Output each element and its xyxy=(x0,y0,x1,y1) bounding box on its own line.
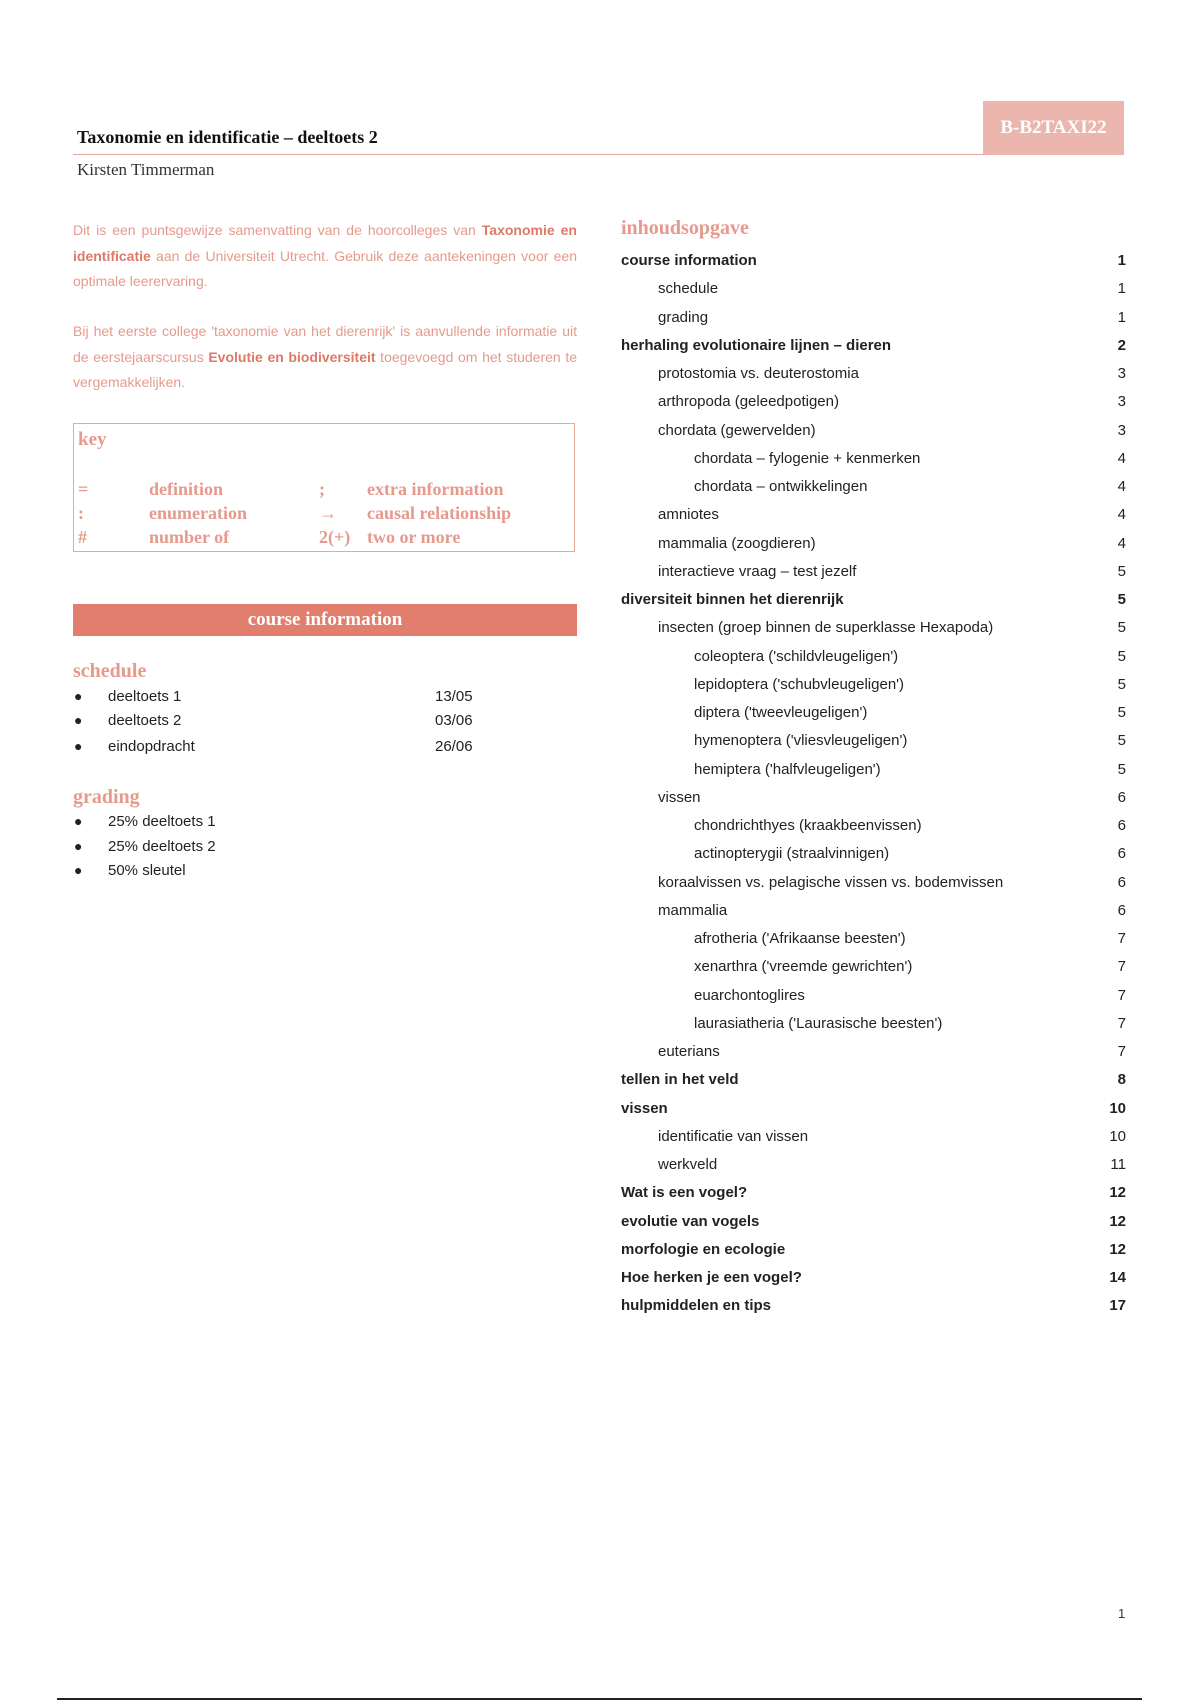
toc-entry-page: 3 xyxy=(1117,365,1126,382)
intro-paragraph-2 xyxy=(73,319,577,396)
toc-entry-label: chondrichthyes (kraakbeenvissen) xyxy=(694,817,922,834)
toc-entry[interactable] xyxy=(621,1097,1126,1125)
schedule-item xyxy=(73,738,533,760)
intro-text: aan de Universiteit Utrecht. Gebruik deze aantekeningen voor een optimale leerervaring. xyxy=(73,247,577,289)
toc-entry-page: 11 xyxy=(1110,1156,1126,1173)
toc-entry-label: mammalia xyxy=(658,901,728,919)
toc-entry-label: hemiptera ('halfvleugeligen') xyxy=(694,760,881,778)
toc-entry[interactable] xyxy=(621,871,1126,899)
schedule-item-label: deeltoets 2 xyxy=(108,712,182,729)
course-information-header: course information xyxy=(73,604,577,636)
intro-text: toegevoegd om het studeren te vergemakkelijken. xyxy=(73,348,577,390)
toc-entry-label: vissen xyxy=(621,1099,668,1117)
toc-entry[interactable] xyxy=(621,390,1126,418)
schedule-item-date: 03/06 xyxy=(435,712,473,729)
document-title: Taxonomie en identificatie – deeltoets 2 xyxy=(77,127,378,147)
toc-entry-page: 12 xyxy=(1109,1184,1126,1202)
toc-entry-page: 7 xyxy=(1117,958,1126,976)
bullet-icon: ● xyxy=(74,688,83,704)
toc-entry-page: 4 xyxy=(1117,449,1126,467)
toc-entry[interactable] xyxy=(621,955,1126,983)
toc-entry[interactable] xyxy=(621,1181,1126,1209)
toc-entry-label: werkveld xyxy=(658,1156,718,1173)
key-label: enumeration xyxy=(149,503,247,523)
intro-text: Dit is een puntsgewijze samenvatting van de hoorcolleges van xyxy=(73,222,482,238)
toc-entry-label: Wat is een vogel? xyxy=(621,1184,748,1202)
grading-item xyxy=(73,838,533,860)
toc-entry-label: herhaling evolutionaire lijnen – dieren xyxy=(621,336,892,354)
toc-entry-page: 7 xyxy=(1117,1043,1126,1060)
toc-entry[interactable] xyxy=(621,447,1126,475)
bullet-icon: ● xyxy=(74,712,83,728)
toc-entry-page: 4 xyxy=(1117,506,1126,524)
toc-entry-label: mammalia (zoogdieren) xyxy=(658,534,816,552)
page-number: 1 xyxy=(1118,1606,1126,1621)
toc-entry[interactable] xyxy=(621,1040,1126,1068)
toc-entry[interactable] xyxy=(621,1294,1126,1322)
schedule-item-label: deeltoets 1 xyxy=(108,688,182,705)
toc-entry[interactable] xyxy=(621,842,1126,870)
toc-entry-page: 4 xyxy=(1117,534,1126,552)
toc-entry-label: koraalvissen vs. pelagische vissen vs. bodemvissen xyxy=(658,873,1004,891)
toc-entry[interactable] xyxy=(621,334,1126,362)
toc-entry[interactable] xyxy=(621,984,1126,1012)
toc-title: inhoudsopgave xyxy=(621,217,749,239)
toc-entry[interactable] xyxy=(621,1153,1126,1181)
toc-entry-page: 7 xyxy=(1117,930,1126,947)
schedule-item-date: 13/05 xyxy=(435,688,473,705)
intro-emphasis: Taxonomie en identificatie xyxy=(73,222,577,264)
toc-entry[interactable] xyxy=(621,729,1126,757)
table-of-contents xyxy=(621,249,1126,1323)
toc-entry[interactable] xyxy=(621,701,1126,729)
toc-entry-page: 14 xyxy=(1109,1269,1126,1286)
toc-entry-label: chordata – ontwikkelingen xyxy=(694,478,868,495)
toc-entry-page: 5 xyxy=(1117,562,1126,580)
grading-item-label: 25% deeltoets 1 xyxy=(108,813,216,830)
bullet-icon: ● xyxy=(74,838,83,854)
toc-entry[interactable] xyxy=(621,1266,1126,1294)
toc-entry-label: amniotes xyxy=(658,506,719,524)
toc-entry-label: arthropoda (geleedpotigen) xyxy=(658,393,839,411)
key-symbol: # xyxy=(78,527,87,547)
key-symbol: ; xyxy=(319,479,325,499)
toc-entry-page: 4 xyxy=(1117,478,1126,495)
toc-entry-page: 7 xyxy=(1117,1014,1126,1032)
toc-entry[interactable] xyxy=(621,814,1126,842)
toc-entry[interactable] xyxy=(621,673,1126,701)
key-label: causal relationship xyxy=(367,503,512,523)
schedule-item xyxy=(73,712,533,734)
toc-entry[interactable] xyxy=(621,645,1126,673)
toc-entry-page: 5 xyxy=(1117,591,1126,608)
toc-entry[interactable] xyxy=(621,1238,1126,1266)
author-name: Kirsten Timmerman xyxy=(77,160,215,179)
toc-entry-page: 12 xyxy=(1109,1240,1126,1258)
toc-entry-page: 3 xyxy=(1117,393,1126,411)
toc-entry-page: 6 xyxy=(1117,901,1126,919)
schedule-item-date: 26/06 xyxy=(435,738,473,755)
toc-entry-label: hulpmiddelen en tips xyxy=(621,1297,772,1315)
title-underline xyxy=(73,154,985,155)
toc-entry[interactable] xyxy=(621,616,1126,644)
toc-entry-page: 17 xyxy=(1109,1297,1126,1315)
toc-entry-label: euarchontoglires xyxy=(694,986,805,1004)
toc-entry-label: chordata (gewervelden) xyxy=(658,421,816,439)
bullet-icon: ● xyxy=(74,813,83,829)
bullet-icon: ● xyxy=(74,738,83,754)
toc-entry-page: 5 xyxy=(1117,619,1126,637)
grading-item xyxy=(73,862,533,884)
grading-item xyxy=(73,813,533,835)
key-row xyxy=(74,479,574,503)
toc-entry-page: 6 xyxy=(1117,788,1126,806)
toc-entry[interactable] xyxy=(621,588,1126,616)
toc-entry-label: afrotheria ('Afrikaanse beesten') xyxy=(694,930,906,947)
toc-entry-page: 7 xyxy=(1117,986,1126,1004)
toc-entry[interactable] xyxy=(621,419,1126,447)
toc-entry-page: 1 xyxy=(1117,252,1126,269)
toc-entry[interactable] xyxy=(621,503,1126,531)
key-label: definition xyxy=(149,479,224,499)
toc-entry[interactable] xyxy=(621,532,1126,560)
toc-entry-label: lepidoptera ('schubvleugeligen') xyxy=(694,675,905,693)
toc-entry-label: course information xyxy=(621,252,757,269)
toc-entry-label: protostomia vs. deuterostomia xyxy=(658,365,859,382)
toc-entry[interactable] xyxy=(621,927,1126,955)
toc-entry-page: 6 xyxy=(1117,873,1126,891)
toc-entry-page: 1 xyxy=(1117,308,1126,326)
key-symbol: : xyxy=(78,503,84,523)
intro-paragraph-1 xyxy=(73,218,577,295)
toc-entry-page: 2 xyxy=(1117,336,1126,354)
toc-entry-label: identificatie van vissen xyxy=(658,1127,809,1145)
toc-entry-page: 6 xyxy=(1117,845,1126,863)
toc-entry-page: 5 xyxy=(1117,704,1126,721)
key-symbol: → xyxy=(319,503,337,523)
toc-entry-label: xenarthra ('vreemde gewrichten') xyxy=(694,958,913,976)
toc-entry-page: 5 xyxy=(1117,760,1126,778)
intro-text: Bij het eerste college 'taxonomie van het dierenrijk' is aanvullende informatie uit de eerstejaarscursus xyxy=(73,323,577,365)
toc-entry-label: tellen in het veld xyxy=(621,1071,739,1089)
key-label: number of xyxy=(149,527,230,547)
toc-entry[interactable] xyxy=(621,1125,1126,1153)
toc-entry[interactable] xyxy=(621,1210,1126,1238)
toc-entry-label: evolutie van vogels xyxy=(621,1212,760,1230)
toc-entry-label: Hoe herken je een vogel? xyxy=(621,1269,802,1286)
bullet-icon: ● xyxy=(74,862,83,878)
toc-entry-label: coleoptera ('schildvleugeligen') xyxy=(694,647,899,665)
toc-entry[interactable] xyxy=(621,786,1126,814)
toc-entry-page: 3 xyxy=(1117,421,1126,439)
grading-item-label: 50% sleutel xyxy=(108,862,186,879)
toc-entry[interactable] xyxy=(621,1012,1126,1040)
toc-entry-label: interactieve vraag – test jezelf xyxy=(658,562,857,580)
toc-entry-label: euterians xyxy=(658,1043,720,1060)
toc-entry-label: diversiteit binnen het dierenrijk xyxy=(621,591,844,608)
key-title: key xyxy=(78,429,107,450)
toc-entry-page: 1 xyxy=(1117,280,1126,298)
schedule-item xyxy=(73,688,533,710)
toc-entry-label: schedule xyxy=(658,280,719,298)
toc-entry-page: 5 xyxy=(1117,732,1126,750)
toc-entry-page: 10 xyxy=(1109,1099,1126,1117)
toc-entry[interactable] xyxy=(621,249,1126,277)
grading-heading: grading xyxy=(73,786,140,808)
key-row xyxy=(74,503,574,527)
schedule-item-label: eindopdracht xyxy=(108,738,195,755)
toc-entry[interactable] xyxy=(621,758,1126,786)
toc-entry[interactable] xyxy=(621,560,1126,588)
toc-entry-page: 5 xyxy=(1117,675,1126,693)
toc-entry-label: grading xyxy=(658,308,709,326)
toc-entry-page: 10 xyxy=(1109,1127,1126,1145)
key-symbol: = xyxy=(78,479,89,499)
toc-entry-label: laurasiatheria ('Laurasische beesten') xyxy=(694,1014,943,1032)
key-row xyxy=(74,527,574,551)
key-label: extra information xyxy=(367,479,504,499)
key-symbol: 2(+) xyxy=(319,527,351,547)
toc-entry[interactable] xyxy=(621,899,1126,927)
toc-entry-page: 6 xyxy=(1117,817,1126,834)
toc-entry-label: insecten (groep binnen de superklasse Hexapoda) xyxy=(658,619,994,637)
grading-item-label: 25% deeltoets 2 xyxy=(108,838,216,855)
toc-entry[interactable] xyxy=(621,1068,1126,1096)
schedule-heading: schedule xyxy=(73,660,147,682)
toc-entry-label: vissen xyxy=(658,788,701,806)
toc-entry[interactable] xyxy=(621,306,1126,334)
toc-entry[interactable] xyxy=(621,475,1126,503)
toc-entry-label: actinopterygii (straalvinnigen) xyxy=(694,845,890,863)
toc-entry[interactable] xyxy=(621,277,1126,305)
toc-entry-label: diptera ('tweevleugeligen') xyxy=(694,704,868,721)
key-label: two or more xyxy=(367,527,461,547)
toc-entry-label: morfologie en ecologie xyxy=(621,1240,786,1258)
toc-entry-page: 8 xyxy=(1117,1071,1126,1089)
toc-entry-label: chordata – fylogenie + kenmerken xyxy=(694,449,921,467)
toc-entry-page: 12 xyxy=(1109,1212,1126,1230)
course-code-badge: B-B2TAXI22 xyxy=(983,101,1124,155)
toc-entry-label: hymenoptera ('vliesvleugeligen') xyxy=(694,732,908,750)
toc-entry-page: 5 xyxy=(1117,647,1126,665)
intro-emphasis: Evolutie en biodiversiteit xyxy=(208,348,376,365)
toc-entry[interactable] xyxy=(621,362,1126,390)
key-legend-box xyxy=(73,423,575,552)
